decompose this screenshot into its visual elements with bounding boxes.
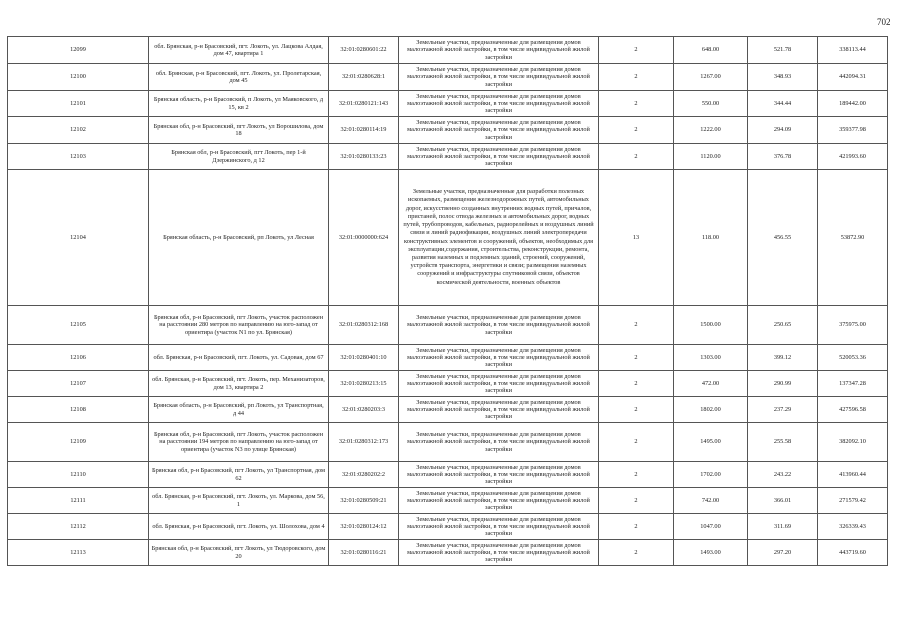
cell-cadastral-value: 189442.00 — [818, 91, 888, 117]
cell-cadastral-number: 32:01:0280312:173 — [329, 423, 399, 462]
table-row — [8, 306, 888, 345]
cell-cadastral-value: 427596.58 — [818, 397, 888, 423]
cell-area: 1495.00 — [674, 423, 748, 462]
table-row — [8, 462, 888, 488]
cell-category-code: 2 — [599, 514, 674, 540]
cell-unit-value: 255.58 — [748, 423, 818, 462]
cell-row-number: 12108 — [8, 397, 149, 423]
cell-cadastral-value: 442094.31 — [818, 64, 888, 91]
cell-cadastral-number: 32:01:0280601:22 — [329, 37, 399, 64]
cell-permitted-use: Земельные участки, предназначенные для размещения домов малоэтажной жилой застройки, в том числе индивидуальной жилой застройки — [399, 64, 599, 91]
table-row — [8, 37, 888, 64]
cell-address: обл. Брянская, р-н Брасовский, пгт. Локоть, ул. Шолохова, дом 4 — [149, 514, 329, 540]
page-number: 702 — [877, 17, 891, 27]
cell-address: Брянская область, р-н Брасовский, рп Локоть, ул Транспортная, д 44 — [149, 397, 329, 423]
cell-area: 1493.00 — [674, 540, 748, 566]
cell-address: обл. Брянская, р-н Брасовский, пгт. Локоть, пер. Механизаторов, дом 13, квартира 2 — [149, 371, 329, 397]
cell-cadastral-value: 413960.44 — [818, 462, 888, 488]
cell-unit-value: 290.99 — [748, 371, 818, 397]
cell-row-number: 12112 — [8, 514, 149, 540]
cell-cadastral-number: 32:01:0280133:23 — [329, 144, 399, 170]
cell-cadastral-number: 32:01:0280312:168 — [329, 306, 399, 345]
cell-unit-value: 297.20 — [748, 540, 818, 566]
cell-area: 1500.00 — [674, 306, 748, 345]
cell-unit-value: 348.93 — [748, 64, 818, 91]
cell-cadastral-number: 32:01:0280203:3 — [329, 397, 399, 423]
cell-unit-value: 521.78 — [748, 37, 818, 64]
cell-cadastral-value: 326339.43 — [818, 514, 888, 540]
cell-address: обл. Брянская, р-н Брасовский, пгт. Локоть, ул. Маркова, дом 56, 1 — [149, 488, 329, 514]
cell-area: 648.00 — [674, 37, 748, 64]
cell-category-code: 2 — [599, 488, 674, 514]
cell-unit-value: 250.65 — [748, 306, 818, 345]
cell-category-code: 2 — [599, 345, 674, 371]
cell-permitted-use: Земельные участки, предназначенные для разработки полезных ископаемых, размещения железнодорожных путей, автомобильных дорог, искусственно созданных внутренних водных путей, причалов, пристаней, полос отвода железных и автомобильных дорог, водных путей, трубопроводов, кабельных, радиорелейных и воздушных линий связи и линий радиофикации, воздушных линий электропередачи конструктивных элементов и сооружений, объектов, необходимых для эксплуатации,содержания, строительства, реконструкции, ремонта, развития наземных и подземных зданий, строений, сооружений, устройств транспорта, энергетики и связи; размещения наземных сооружений и инфраструктуры спутниковой связи, объектов космической деятельности, военных объектов — [399, 170, 599, 306]
cell-permitted-use: Земельные участки, предназначенные для размещения домов малоэтажной жилой застройки, в том числе индивидуальной жилой застройки — [399, 462, 599, 488]
table-row — [8, 371, 888, 397]
cell-row-number: 12102 — [8, 117, 149, 144]
cell-area: 1222.00 — [674, 117, 748, 144]
cell-cadastral-number: 32:01:0280114:19 — [329, 117, 399, 144]
cell-unit-value: 376.78 — [748, 144, 818, 170]
cell-category-code: 2 — [599, 117, 674, 144]
cell-row-number: 12099 — [8, 37, 149, 64]
cell-row-number: 12105 — [8, 306, 149, 345]
cell-address: Брянская обл, р-н Брасовский, пгт Локоть, пер 1-й Дзержинского, д 12 — [149, 144, 329, 170]
table-row — [8, 540, 888, 566]
table-row — [8, 117, 888, 144]
cell-address: Брянская обл, р-н Брасовский, пгт Локоть, ул Тюдоровского, дом 20 — [149, 540, 329, 566]
cell-area: 550.00 — [674, 91, 748, 117]
cell-area: 118.00 — [674, 170, 748, 306]
table-row — [8, 144, 888, 170]
cell-cadastral-value: 338113.44 — [818, 37, 888, 64]
cell-address: Брянская область, р-н Брасовский, рп Локоть, ул Лесная — [149, 170, 329, 306]
cell-cadastral-value: 382092.10 — [818, 423, 888, 462]
cell-cadastral-number: 32:01:0280124:12 — [329, 514, 399, 540]
table-row — [8, 170, 888, 306]
cell-area: 1120.00 — [674, 144, 748, 170]
cell-permitted-use: Земельные участки, предназначенные для размещения домов малоэтажной жилой застройки, в том числе индивидуальной жилой застройки — [399, 488, 599, 514]
cell-unit-value: 311.69 — [748, 514, 818, 540]
cell-area: 1702.00 — [674, 462, 748, 488]
cell-area: 1047.00 — [674, 514, 748, 540]
cell-permitted-use: Земельные участки, предназначенные для размещения домов малоэтажной жилой застройки, в том числе индивидуальной жилой застройки — [399, 144, 599, 170]
cell-row-number: 12106 — [8, 345, 149, 371]
table-row — [8, 345, 888, 371]
cell-row-number: 12110 — [8, 462, 149, 488]
cell-unit-value: 366.01 — [748, 488, 818, 514]
cell-category-code: 2 — [599, 306, 674, 345]
cell-cadastral-number: 32:01:0280202:2 — [329, 462, 399, 488]
cell-permitted-use: Земельные участки, предназначенные для размещения домов малоэтажной жилой застройки, в том числе индивидуальной жилой застройки — [399, 514, 599, 540]
cell-permitted-use: Земельные участки, предназначенные для размещения домов малоэтажной жилой застройки, в том числе индивидуальной жилой застройки — [399, 371, 599, 397]
cell-address: обл. Брянская, р-н Брасовский, пгт. Локоть, ул. Лацкова Алдая, дом 47, квартира 1 — [149, 37, 329, 64]
cell-permitted-use: Земельные участки, предназначенные для размещения домов малоэтажной жилой застройки, в том числе индивидуальной жилой застройки — [399, 37, 599, 64]
cell-row-number: 12101 — [8, 91, 149, 117]
cell-permitted-use: Земельные участки, предназначенные для размещения домов малоэтажной жилой застройки, в том числе индивидуальной жилой застройки — [399, 91, 599, 117]
cell-row-number: 12113 — [8, 540, 149, 566]
cell-unit-value: 237.29 — [748, 397, 818, 423]
cell-address: обл. Брянская, р-н Брасовский, пгт. Локоть, ул. Садовая, дом 67 — [149, 345, 329, 371]
cell-row-number: 12109 — [8, 423, 149, 462]
cell-cadastral-value: 53872.90 — [818, 170, 888, 306]
cell-cadastral-value: 359377.98 — [818, 117, 888, 144]
cell-address: Брянская обл, р-н Брасовский, пгт Локоть, ул Ворошилова, дом 18 — [149, 117, 329, 144]
cell-address: Брянская область, р-н Брасовский, п Локоть, ул Маяковского, д 15, кв 2 — [149, 91, 329, 117]
table-row — [8, 64, 888, 91]
table-row — [8, 397, 888, 423]
cell-cadastral-number: 32:01:0280116:21 — [329, 540, 399, 566]
cell-unit-value: 294.09 — [748, 117, 818, 144]
cell-cadastral-number: 32:01:0280213:15 — [329, 371, 399, 397]
cell-address: Брянская обл, р-н Брасовский, пгт Локоть, участок расположен на расстоянии 280 метров по направлению на юго-запад от ориентира (участок N1 по ул. Брянская) — [149, 306, 329, 345]
cell-category-code: 2 — [599, 37, 674, 64]
cell-cadastral-value: 137347.28 — [818, 371, 888, 397]
cell-row-number: 12103 — [8, 144, 149, 170]
cell-unit-value: 456.55 — [748, 170, 818, 306]
cell-category-code: 2 — [599, 423, 674, 462]
table-row — [8, 423, 888, 462]
cell-category-code: 2 — [599, 540, 674, 566]
land-plots-table — [7, 36, 888, 566]
cell-cadastral-number: 32:01:0280509:21 — [329, 488, 399, 514]
cell-row-number: 12107 — [8, 371, 149, 397]
cell-area: 1267.00 — [674, 64, 748, 91]
cell-area: 1802.00 — [674, 397, 748, 423]
cell-cadastral-value: 271579.42 — [818, 488, 888, 514]
cell-area: 1303.00 — [674, 345, 748, 371]
cell-cadastral-number: 32:01:0280121:143 — [329, 91, 399, 117]
table-row — [8, 488, 888, 514]
table-row — [8, 91, 888, 117]
cell-cadastral-value: 520053.36 — [818, 345, 888, 371]
cell-address: обл. Брянская, р-н Брасовский, пгт. Локоть, ул. Пролетарская, дом 45 — [149, 64, 329, 91]
cell-category-code: 2 — [599, 462, 674, 488]
cell-permitted-use: Земельные участки, предназначенные для размещения домов малоэтажной жилой застройки, в том числе индивидуальной жилой застройки — [399, 117, 599, 144]
cell-category-code: 2 — [599, 144, 674, 170]
cell-cadastral-number: 32:01:0000000:624 — [329, 170, 399, 306]
cell-area: 742.00 — [674, 488, 748, 514]
cell-permitted-use: Земельные участки, предназначенные для размещения домов малоэтажной жилой застройки, в том числе индивидуальной жилой застройки — [399, 423, 599, 462]
cell-area: 472.00 — [674, 371, 748, 397]
cell-category-code: 2 — [599, 64, 674, 91]
cell-row-number: 12100 — [8, 64, 149, 91]
cell-unit-value: 399.12 — [748, 345, 818, 371]
cell-category-code: 13 — [599, 170, 674, 306]
cell-unit-value: 243.22 — [748, 462, 818, 488]
cell-permitted-use: Земельные участки, предназначенные для размещения домов малоэтажной жилой застройки, в том числе индивидуальной жилой застройки — [399, 397, 599, 423]
cell-permitted-use: Земельные участки, предназначенные для размещения домов малоэтажной жилой застройки, в том числе индивидуальной жилой застройки — [399, 540, 599, 566]
table-row — [8, 514, 888, 540]
table-body — [8, 37, 888, 566]
cell-cadastral-value: 375975.00 — [818, 306, 888, 345]
cell-address: Брянская обл, р-н Брасовский, пгт Локоть, ул Транспортная, дом 62 — [149, 462, 329, 488]
cell-category-code: 2 — [599, 397, 674, 423]
cell-address: Брянская обл, р-н Брасовский, пгт Локоть, участок расположен на расстоянии 194 метров по направлению на юго-запад от ориентира (участок N3 по улице Брянская) — [149, 423, 329, 462]
cell-cadastral-value: 443719.60 — [818, 540, 888, 566]
cell-cadastral-number: 32:01:0280628:1 — [329, 64, 399, 91]
cell-category-code: 2 — [599, 91, 674, 117]
cell-unit-value: 344.44 — [748, 91, 818, 117]
cell-row-number: 12111 — [8, 488, 149, 514]
cell-cadastral-number: 32:01:0280401:10 — [329, 345, 399, 371]
cell-permitted-use: Земельные участки, предназначенные для размещения домов малоэтажной жилой застройки, в том числе индивидуальной жилой застройки — [399, 345, 599, 371]
cell-cadastral-value: 421993.60 — [818, 144, 888, 170]
cell-permitted-use: Земельные участки, предназначенные для размещения домов малоэтажной жилой застройки, в том числе индивидуальной жилой застройки — [399, 306, 599, 345]
cell-category-code: 2 — [599, 371, 674, 397]
cell-row-number: 12104 — [8, 170, 149, 306]
